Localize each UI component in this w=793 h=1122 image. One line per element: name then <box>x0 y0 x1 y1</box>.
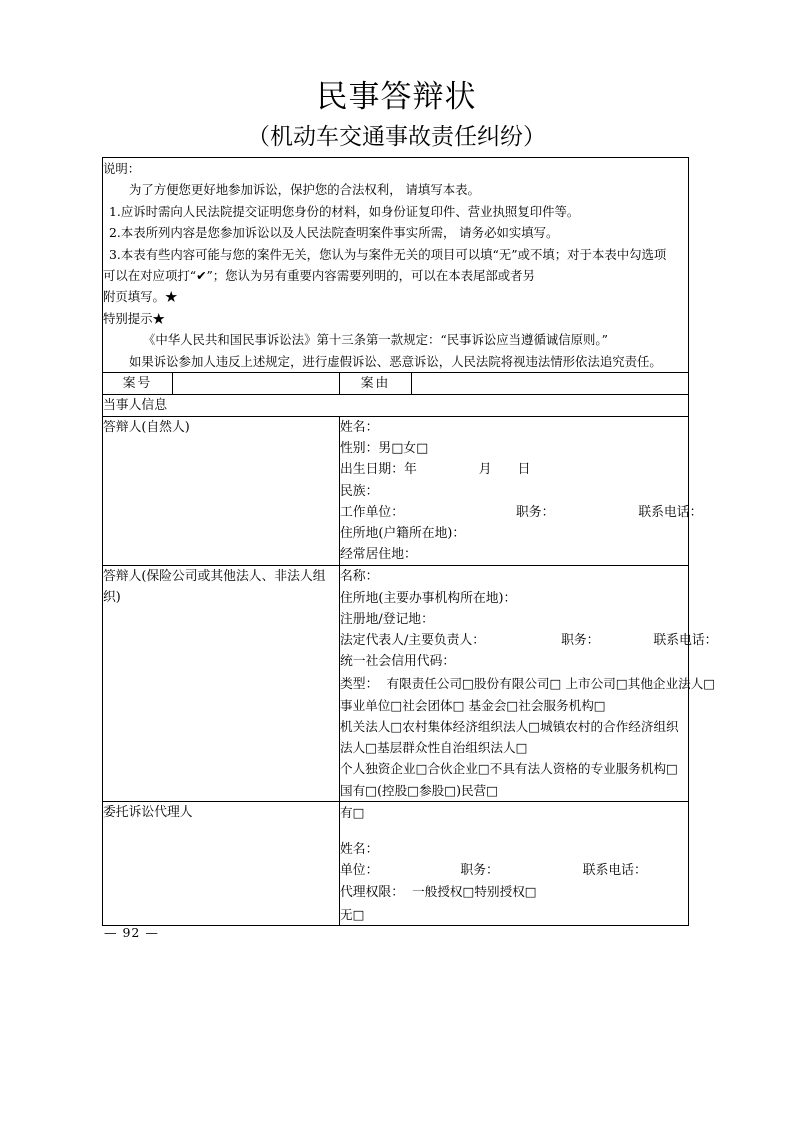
party-info-banner-row <box>103 395 689 417</box>
instruction-line-4: 可以在对应项打“✔”；您认为另有重要内容需要列明的，可以在本表尾部或者另 <box>103 268 535 284</box>
entity-field-phone: 联系电话： <box>653 633 718 649</box>
field-phone: 联系电话： <box>638 504 703 520</box>
agent-none-checkbox[interactable]: 无□ <box>340 906 365 922</box>
entity-type-line-1-group[interactable] <box>340 673 716 695</box>
instruction-line-2: 2.本表所列内容是您参加诉讼以及人民法院查明案件事实所需， 请务必如实填写。 <box>109 225 559 241</box>
agent-field-unit: 单位： <box>340 863 379 879</box>
case-number-input[interactable] <box>173 373 340 395</box>
special-notice-label: 特别提示★ <box>103 310 165 326</box>
agent-field-name[interactable]: 姓名： <box>340 841 379 857</box>
agent-authority-group[interactable] <box>340 881 688 903</box>
litigation-agent-label: 委托诉讼代理人 <box>103 801 340 925</box>
agent-authority-general[interactable]: 一般授权□ <box>412 884 475 900</box>
special-notice-line-1: 《中华人民共和国民事诉讼法》第十三条第一款规定：“民事诉讼应当遵循诚信原则。” <box>143 332 608 348</box>
litigation-agent-fields <box>340 801 689 925</box>
case-row <box>103 373 689 395</box>
instruction-line-1: 1.应诉时需向人民法院提交证明您身份的材料，如身份证复印件、营业执照复印件等。 <box>109 203 580 219</box>
field-birth-date[interactable] <box>340 459 688 480</box>
agent-field-phone: 联系电话： <box>582 863 647 879</box>
cause-label: 案由 <box>340 373 412 395</box>
entity-type-options-2[interactable]: 事业单位□社会团体□ 基金会□社会服务机构□ <box>340 697 606 713</box>
page-subtitle: （机动车交通事故责任纠纷） <box>247 124 546 150</box>
agent-field-position: 职务： <box>460 863 499 879</box>
respondent-natural-row <box>103 417 689 566</box>
entity-type-options-5[interactable]: 国有□(控股□参股□)民营□ <box>340 782 499 798</box>
field-gender[interactable]: 性别：男□女□ <box>340 441 429 457</box>
agent-authority-special[interactable]: 特别授权□ <box>474 884 537 900</box>
entity-field-credit-code[interactable]: 统一社会信用代码： <box>340 654 456 670</box>
agent-spacer <box>340 823 688 839</box>
field-work-unit: 工作单位： <box>340 504 404 520</box>
instructions-heading: 说明： <box>103 161 141 176</box>
entity-type-options-3[interactable]: 机关法人□农村集体经济组织法人□城镇农村的合作经济组织法人□基层群众性自治组织法人□ <box>340 718 679 756</box>
special-notice-line-2: 如果诉讼参加人违反上述规定，进行虚假诉讼、恶意诉讼，人民法院将视违法情形依法追究责任。 <box>129 353 662 369</box>
civil-defense-form-table <box>102 157 718 926</box>
entity-type-options-1[interactable]: 有限责任公司□股份有限公司□ 上市公司□其他企业法人□ <box>386 675 716 691</box>
respondent-natural-fields <box>340 417 703 566</box>
entity-field-registration[interactable]: 注册地/登记地： <box>340 611 434 627</box>
respondent-entity-row <box>103 566 689 801</box>
instruction-line-intro: 为了方便您更好地参加诉讼，保护您的合法权利， 请填写本表。 <box>129 182 480 198</box>
instruction-line-3: 3.本表有些内容可能与您的案件无关，您认为与案件无关的项目可以填“无”或不填；对于本表中勾选项 <box>109 246 667 262</box>
field-name[interactable]: 姓名： <box>340 420 379 436</box>
field-work-unit-group[interactable] <box>340 502 703 523</box>
litigation-agent-row <box>103 801 689 925</box>
case-number-label: 案号 <box>103 373 173 395</box>
entity-type-label: 类型： <box>340 676 379 692</box>
agent-has-checkbox[interactable]: 有□ <box>340 804 365 820</box>
page-title: 民事答辩状 <box>316 79 477 115</box>
entity-field-name[interactable]: 名称： <box>340 569 379 585</box>
field-habitual-residence[interactable]: 经常居住地： <box>340 547 417 563</box>
entity-field-domicile[interactable]: 住所地(主要办事机构所在地)： <box>340 590 517 606</box>
field-birth-date-prefix: 出生日期：年 <box>340 462 417 478</box>
field-birth-day: 日 <box>517 462 531 478</box>
field-birth-month: 月 <box>478 462 492 478</box>
page-number: — 92 — <box>104 925 159 940</box>
agent-field-unit-group[interactable] <box>340 860 688 881</box>
respondent-entity-label: 答辩人(保险公司或其他法人、非法人组织) <box>103 566 340 801</box>
entity-field-legal-rep-group[interactable] <box>340 630 718 651</box>
respondent-entity-fields <box>340 566 718 801</box>
respondent-natural-label: 答辩人(自然人) <box>103 417 340 566</box>
entity-field-legal-rep: 法定代表人/主要负责人： <box>340 633 486 649</box>
entity-field-position: 职务： <box>561 633 600 649</box>
party-info-banner: 当事人信息 <box>103 395 689 417</box>
field-domicile[interactable]: 住所地(户籍所在地)： <box>340 526 466 542</box>
instructions-row <box>103 158 689 373</box>
field-ethnicity[interactable]: 民族： <box>340 483 379 499</box>
instructions-cell <box>103 158 689 373</box>
cause-input[interactable] <box>412 373 689 395</box>
entity-type-options-4[interactable]: 个人独资企业□合伙企业□不具有法人资格的专业服务机构□ <box>340 761 678 777</box>
instruction-line-5: 附页填写。★ <box>103 289 178 305</box>
field-position: 职务： <box>515 504 555 520</box>
agent-authority-label: 代理权限： <box>340 885 404 901</box>
